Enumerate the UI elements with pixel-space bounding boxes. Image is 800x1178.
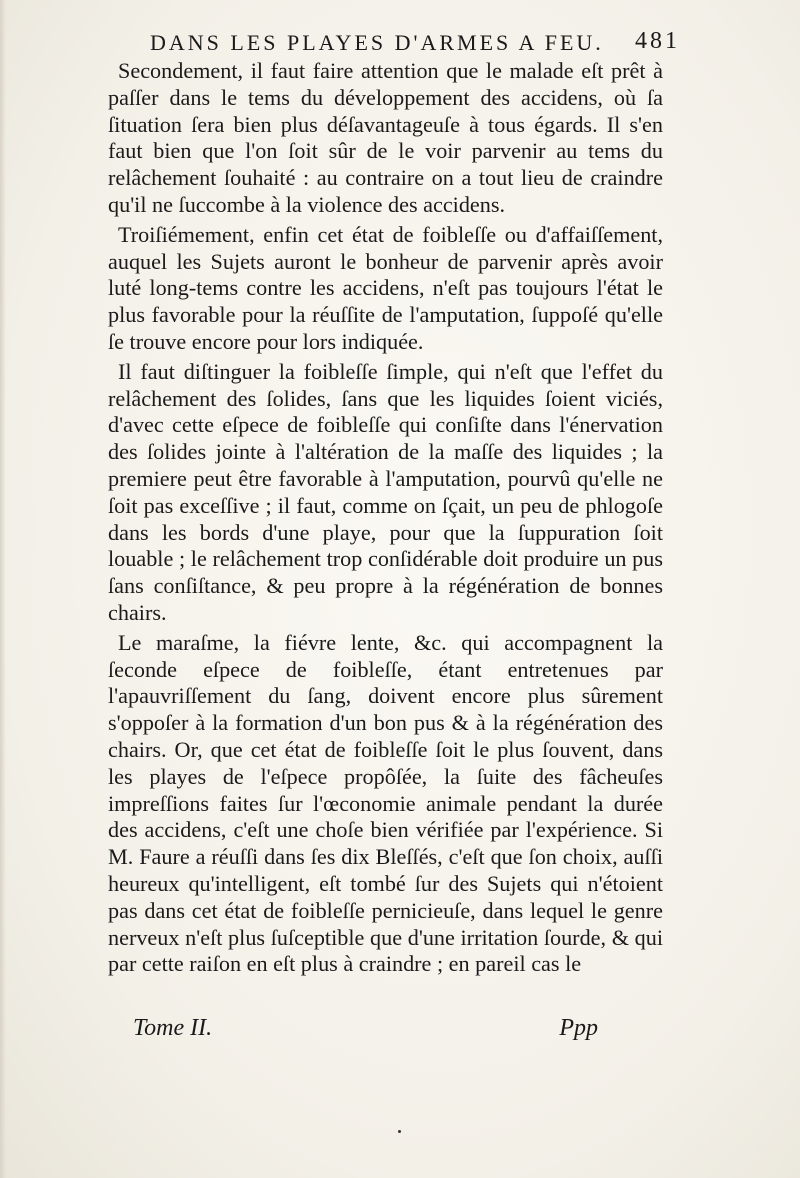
running-title: DANS LES PLAYES D'ARMES A FEU. bbox=[150, 30, 604, 55]
ink-speck bbox=[398, 1130, 401, 1133]
tome-label: Tome II. bbox=[133, 1015, 213, 1041]
body-text bbox=[108, 58, 663, 978]
page-number: 481 bbox=[635, 28, 680, 54]
paragraph-3: Il faut diſtinguer la foibleſſe ſimple, qui n'eſt que l'effet du relâchement des ſolides, ſans que les liquides ſoient viciés, d'avec cette eſpece de foibleſſe qui conſiſte dans l'énervation des ſolides jointe à l'altération de la maſſe des liquides ; la premiere peut être favorable à l'amputation, pourvû qu'elle ne ſoit pas exceſſive ; il faut, comme on ſçait, un peu de phlogoſe dans les bords d'une playe, pour que la ſuppuration ſoit louable ; le relâchement trop conſidérable doit produire un pus ſans conſiſtance, & peu propre à la régénération de bonnes chairs. bbox=[108, 358, 663, 625]
paragraph-2: Troiſiémement, enfin cet état de foibleſſe ou d'affaiſſement, auquel les Sujets auront le bonheur de parvenir après avoir luté long-tems contre les accidens, n'eſt pas toujours l'état le plus favorable pour la réuſſite de l'amputation, ſuppoſé qu'elle ſe trouve encore pour lors indiquée. bbox=[108, 221, 663, 354]
page-edge-shadow bbox=[0, 0, 6, 1178]
page-footer bbox=[133, 1015, 598, 1045]
signature-mark: Ppp bbox=[559, 1015, 598, 1041]
paragraph-4: Le maraſme, la fiévre lente, &c. qui accompagnent la ſeconde eſpece de foibleſſe, étant entretenues par l'apauvriſſement du ſang, doivent encore plus sûrement s'oppoſer à la formation d'un bon pus & à la régénération des chairs. Or, que cet état de foibleſſe ſoit le plus ſouvent, dans les playes de l'eſpece propôſée, la ſuite des fâcheuſes impreſſions faites ſur l'œconomie animale pendant la durée des accidens, c'eſt une choſe bien vérifiée par l'expérience. Si M. Faure a réuſſi dans ſes dix Bleſſés, c'eſt que ſon choix, auſſi heureux qu'intelligent, eſt tombé ſur des Sujets qui n'étoient pas dans cet état de foibleſſe pernicieuſe, dans lequel le genre nerveux n'eſt plus ſuſceptible que d'une irritation ſourde, & qui par cette raiſon en eſt plus à craindre ; en pareil cas le bbox=[108, 629, 663, 977]
running-header bbox=[150, 28, 680, 58]
paragraph-1: Secondement, il faut faire attention que le malade eſt prêt à paſſer dans le tems du développement des accidens, où ſa ſituation ſera bien plus déſavantageuſe à tous égards. Il s'en faut bien que l'on ſoit sûr de le voir parvenir au tems du relâchement ſouhaité : au contraire on a tout lieu de craindre qu'il ne ſuccombe à la violence des accidens. bbox=[108, 58, 663, 217]
